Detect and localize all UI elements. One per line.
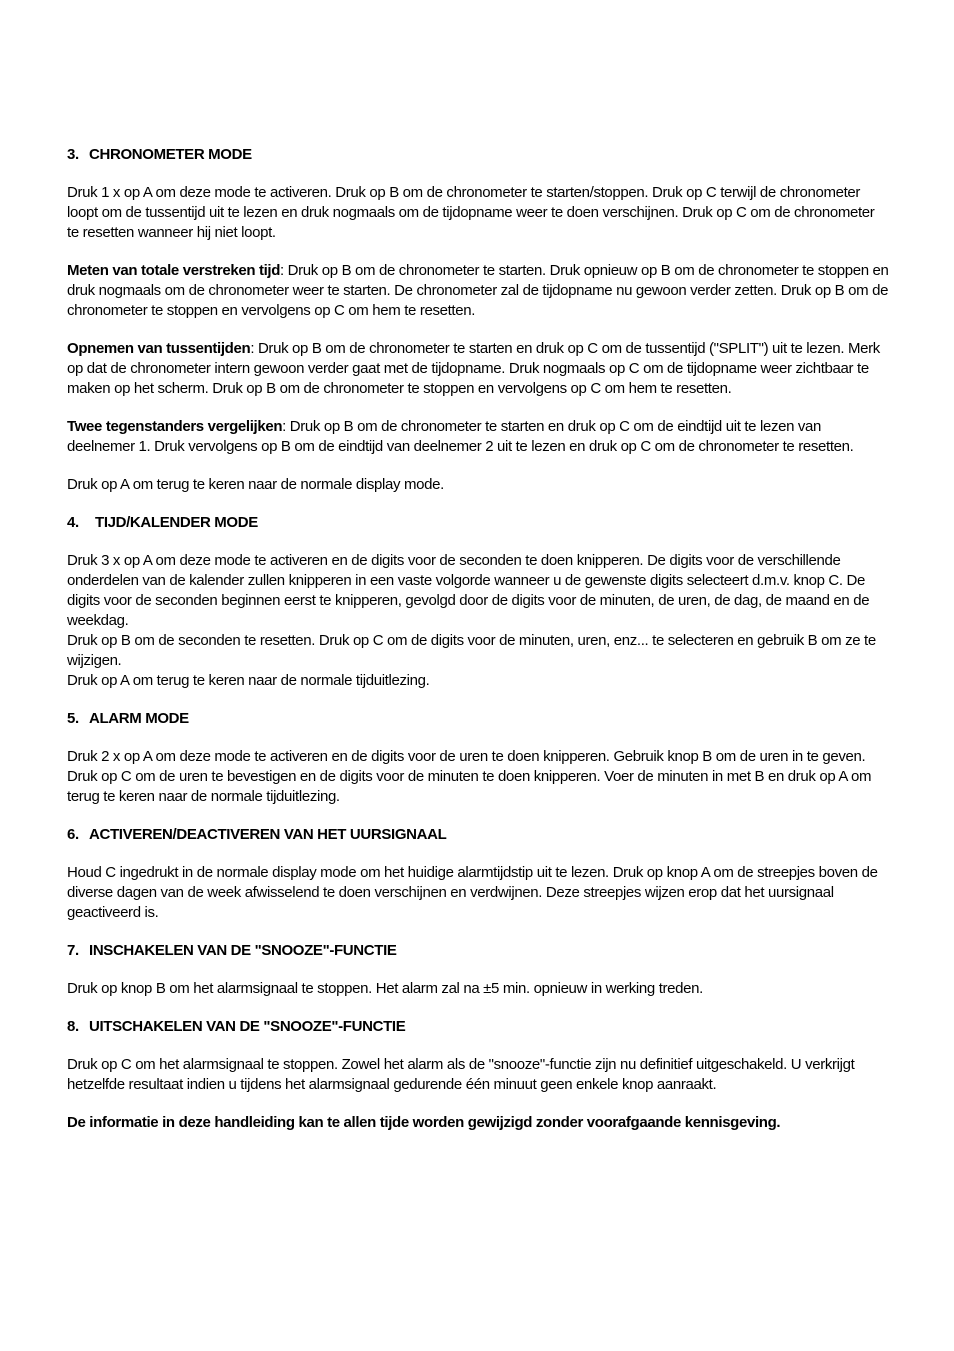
calendar-line-2: Druk op B om de seconden te resetten. Druk op C om de digits voor de minuten, uren, enz... te selecteren en gebruik B om ze te wijzigen.	[67, 632, 876, 669]
section-heading-chronometer: 3. CHRONOMETER MODE	[67, 146, 252, 163]
section-heading-snooze-on: 7. INSCHAKELEN VAN DE "SNOOZE"-FUNCTIE	[67, 942, 397, 959]
chronometer-split-times: Opnemen van tussentijden: Druk op B om de chronometer te starten en druk op C om de tussentijd ("SPLIT") uit te lezen. Merk op dat de chronometer intern gewoon verder gaat met de tijdopname. Druk nogmaals op C om de tijdopname weer zichtbaar te maken op het scherm. Druk op B om de chronometer te stoppen en vervolgens op C om hem te resetten.	[67, 340, 880, 397]
section-heading-alarm: 5. ALARM MODE	[67, 710, 189, 727]
chronometer-intro: Druk 1 x op A om deze mode te activeren. Druk op B om de chronometer te starten/stoppen. Druk op C terwijl de chronometer loopt om de tussentijd uit te lezen en druk nogmaals om de tijdopname weer te doen verschijnen. Druk op C om de chronometer te resetten wanneer hij niet loopt.	[67, 184, 875, 241]
snooze-off-text: Druk op C om het alarmsignaal te stoppen. Zowel het alarm als de "snooze"-functie zijn nu definitief uitgeschakeld. U verkrijgt hetzelfde resultaat indien u tijdens het alarmsignaal gedurende één minuut geen enkele knop aanraakt.	[67, 1056, 855, 1093]
snooze-on-text: Druk op knop B om het alarmsignaal te stoppen. Het alarm zal na ±5 min. opnieuw in werking treden.	[67, 980, 703, 997]
section-heading-hourly-signal: 6. ACTIVEREN/DEACTIVEREN VAN HET UURSIGNAAL	[67, 826, 447, 843]
manual-page	[67, 145, 889, 1133]
calendar-line-3: Druk op A om terug te keren naar de normale tijduitlezing.	[67, 672, 430, 689]
alarm-text: Druk 2 x op A om deze mode te activeren en de digits voor de uren te doen knipperen. Gebruik knop B om de uren in te geven. Druk op C om de uren te bevestigen en de digits voor de minuten te doen knipperen. Voer de minuten in met B en druk op A om terug te keren naar de normale tijduitlezing.	[67, 748, 872, 805]
hourly-signal-text: Houd C ingedrukt in de normale display mode om het huidige alarmtijdstip uit te lezen. Druk op knop A om de streepjes boven de diverse dagen van de week afwisselend te doen verschijnen en verdwijnen. Deze streepjes wijzen erop dat het uursignaal geactiveerd is.	[67, 864, 878, 921]
calendar-line-1: Druk 3 x op A om deze mode te activeren en de digits voor de seconden te doen knipperen. De digits voor de verschillende onderdelen van de kalender zullen knipperen in een vaste volgorde wanneer u de gewenste digits selecteert d.m.v. knop C. De digits voor de seconden beginnen eerst te knipperen, gevolgd door de digits voor de minuten, de uren, de dag, de maand en de weekdag.	[67, 552, 870, 629]
section-heading-snooze-off: 8. UITSCHAKELEN VAN DE "SNOOZE"-FUNCTIE	[67, 1018, 406, 1035]
chronometer-return: Druk op A om terug te keren naar de normale display mode.	[67, 476, 444, 493]
chronometer-total-time: Meten van totale verstreken tijd: Druk op B om de chronometer te starten. Druk opnieuw op B om de chronometer te stoppen en druk nogmaals om de chronometer weer te starten. De chronometer zal de tijdopname nu gewoon verder zetten. Druk op B om de chronometer te stoppen en vervolgens op C om hem te resetten.	[67, 262, 889, 319]
disclaimer: De informatie in deze handleiding kan te allen tijde worden gewijzigd zonder voorafgaande kennisgeving.	[67, 1114, 781, 1131]
chronometer-compare: Twee tegenstanders vergelijken: Druk op B om de chronometer te starten en druk op C om de eindtijd uit te lezen van deelnemer 1. Druk vervolgens op B om de eindtijd van deelnemer 2 uit te lezen en druk op C om de chronometer te resetten.	[67, 418, 854, 455]
section-heading-calendar: 4. TIJD/KALENDER MODE	[67, 514, 258, 531]
